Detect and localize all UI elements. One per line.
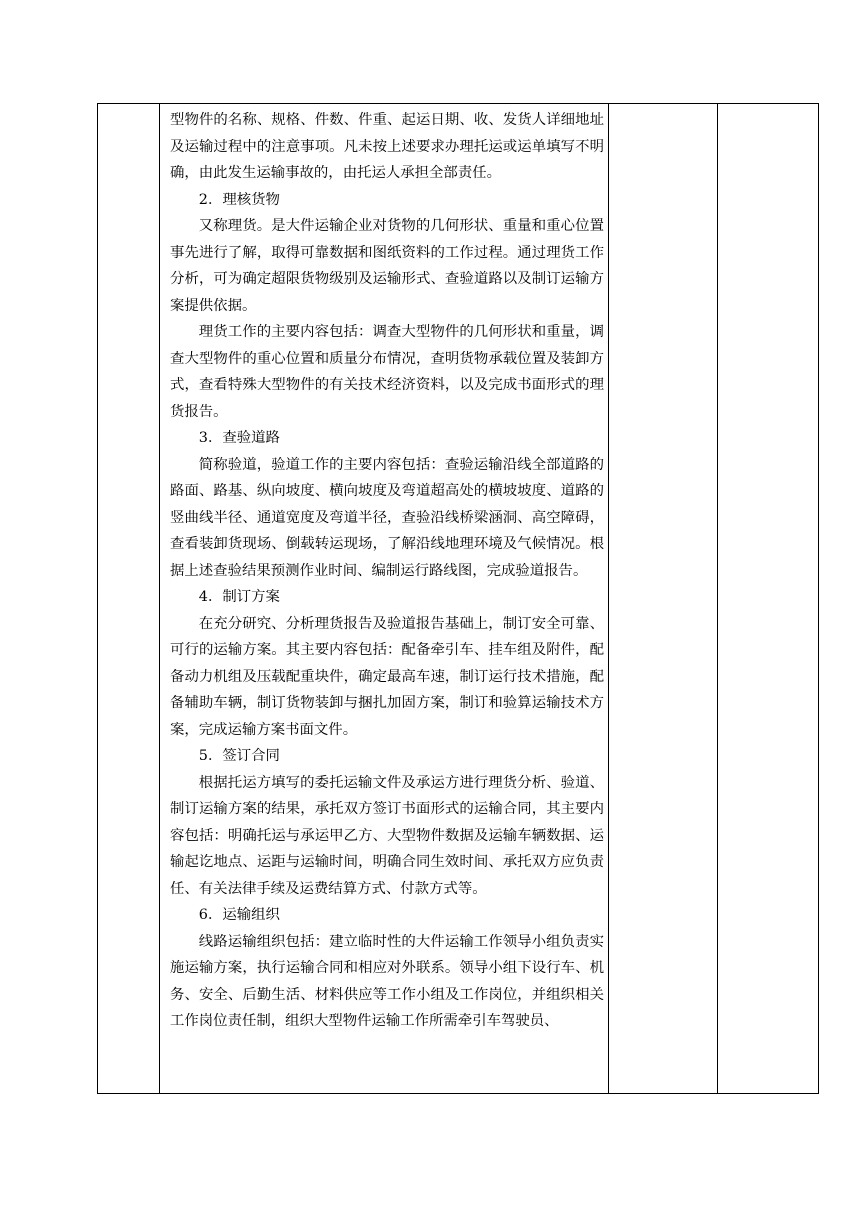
section-heading-6: 6．运输组织 <box>198 907 280 923</box>
paragraph: 线路运输组织包括：建立临时性的大件运输工作领导小组负责实施运输方案，执行运输合同和相应对外联系。领导小组下设行车、机务、安全、后勤生活、材料供应等工作小组及工作岗位，并组织相关工作岗位责任制，组织大型物件运输工作所需牵引车驾驶员、 <box>170 933 604 1029</box>
column-divider-2 <box>608 104 609 1093</box>
document-table <box>97 103 819 1094</box>
section-heading-3: 3．查验道路 <box>198 430 280 446</box>
paragraph: 理货工作的主要内容包括：调查大型物件的几何形状和重量，调查大型物件的重心位置和质量分布情况，查明货物承载位置及装卸方式，查看特殊大型物件的有关技术经济资料，以及完成书面形式的理货报告。 <box>170 324 604 420</box>
column-divider-3 <box>717 104 718 1093</box>
paragraph: 根据托运方填写的委托运输文件及承运方进行理货分析、验道、制订运输方案的结果，承托双方签订书面形式的运输合同，其主要内容包括：明确托运与承运甲乙方、大型物件数据及运输车辆数据、运输起讫地点、运距与运输时间，明确合同生效时间、承托双方应负责任、有关法律手续及运费结算方式、付款方式等。 <box>170 774 604 897</box>
section-heading-4: 4．制订方案 <box>198 589 280 605</box>
paragraph: 在充分研究、分析理货报告及验道报告基础上，制订安全可靠、可行的运输方案。其主要内容包括：配备牵引车、挂车组及附件，配备动力机组及压载配重块件，确定最高车速，制订运行技术措施，配备辅助车辆，制订货物装卸与捆扎加固方案，制订和验算运输技术方案，完成运输方案书面文件。 <box>170 615 604 738</box>
paragraph: 又称理货。是大件运输企业对货物的几何形状、重量和重心位置事先进行了解，取得可靠数据和图纸资料的工作过程。通过理货工作分析，可为确定超限货物级别及运输形式、查验道路以及制订运输方案提供依据。 <box>170 218 604 314</box>
section-heading-5: 5．签订合同 <box>198 748 280 764</box>
section-heading-2: 2．理核货物 <box>198 191 280 208</box>
paragraph-continued: 型物件的名称、规格、件数、件重、起运日期、收、发货人详细地址及运输过程中的注意事项。凡未按上述要求办理托运或运单填写不明确，由此发生运输事故的，由托运人承担全部责任。 <box>170 112 604 181</box>
content-cell <box>160 104 608 1035</box>
paragraph: 简称验道，验道工作的主要内容包括：查验运输沿线全部道路的路面、路基、纵向坡度、横向坡度及弯道超高处的横坡坡度、道路的竖曲线半径、通道宽度及弯道半径，查验沿线桥梁涵洞、高空障碍，查看装卸货现场、倒载转运现场，了解沿线地理环境及气候情况。根据上述查验结果预测作业时间、编制运行路线图，完成验道报告。 <box>170 456 604 579</box>
